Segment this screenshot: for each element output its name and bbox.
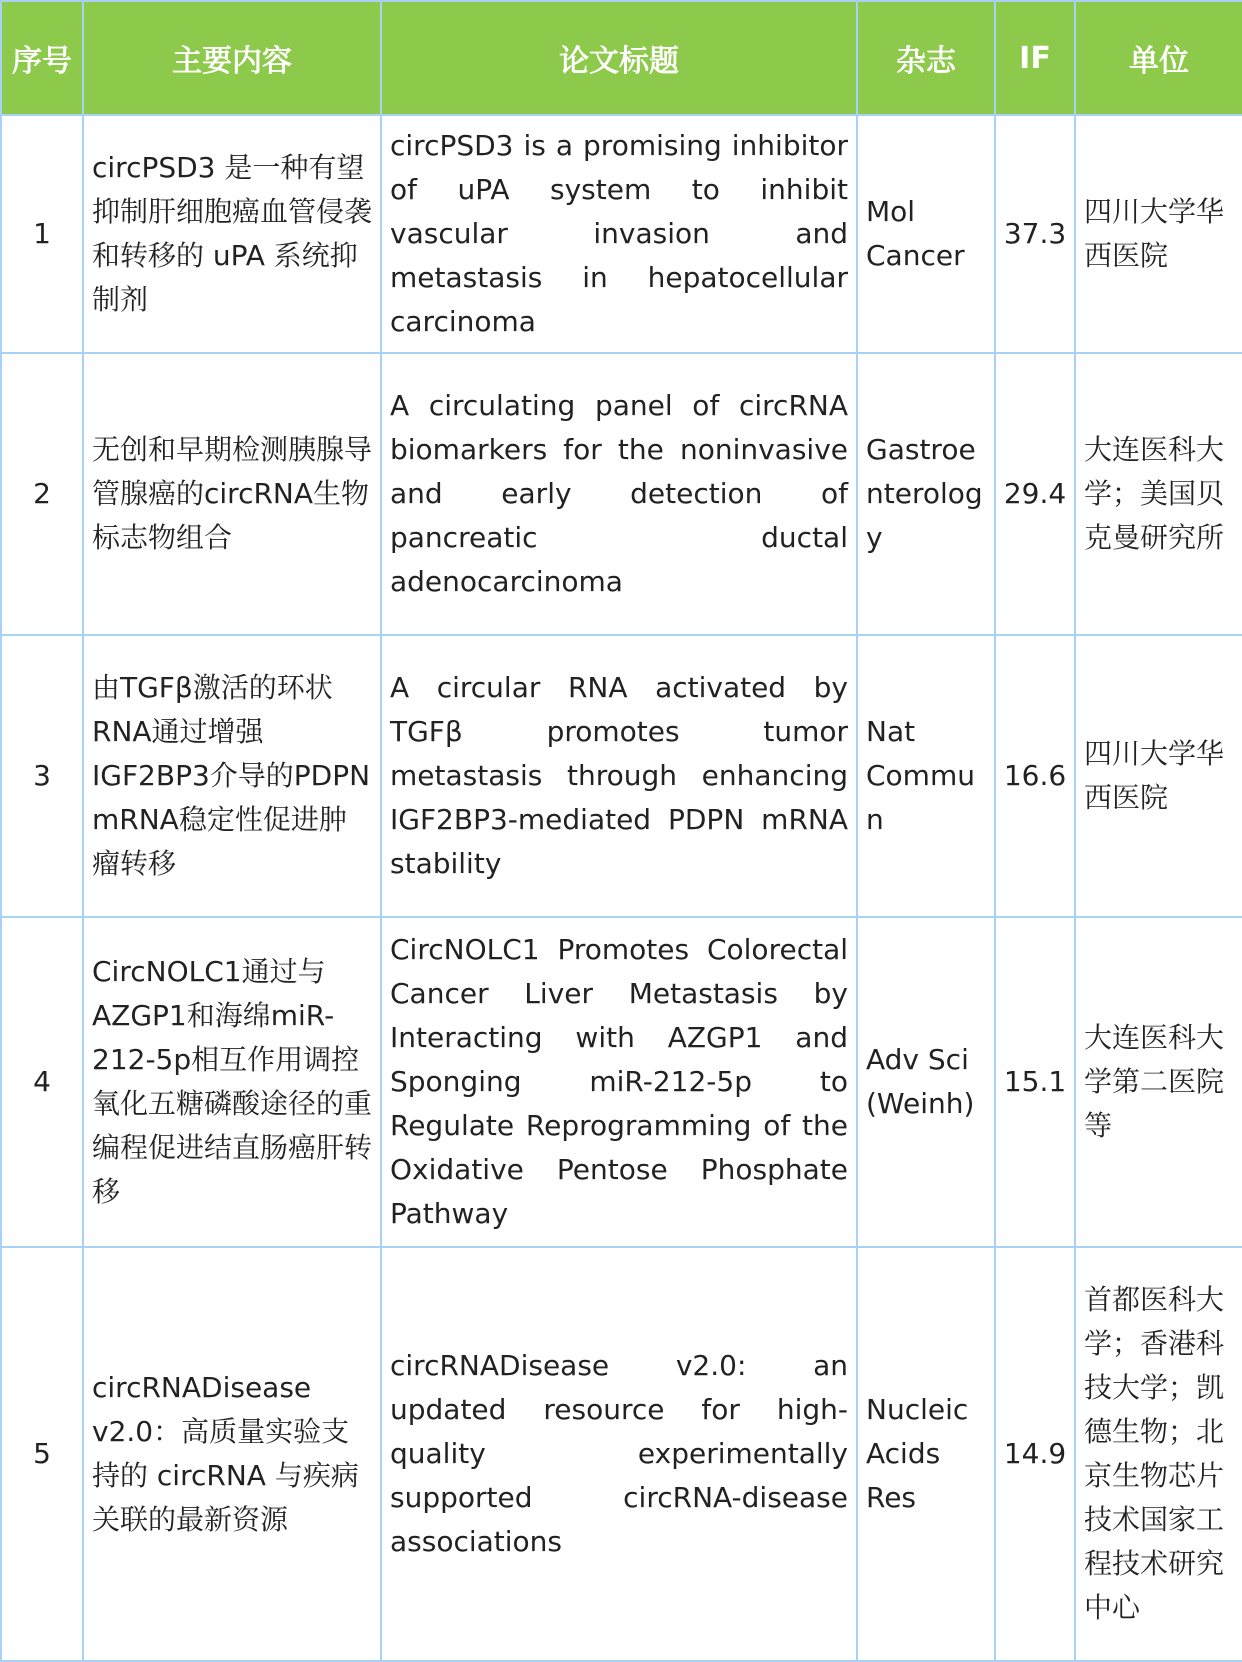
header-unit: 单位 (1075, 1, 1242, 115)
cell-if: 16.6 (995, 635, 1075, 917)
header-if: IF (995, 1, 1075, 115)
header-no: 序号 (1, 1, 83, 115)
cell-unit: 四川大学华西医院 (1075, 635, 1242, 917)
table-row (1, 635, 1242, 917)
cell-unit: 四川大学华西医院 (1075, 115, 1242, 353)
header-summary: 主要内容 (83, 1, 381, 115)
cell-journal: Nucleic Acids Res (857, 1247, 995, 1661)
cell-title: A circulating panel of circRNA biomarkers for the noninvasive and early detection of pancreatic ductal adenocarcinoma (381, 353, 857, 635)
cell-no: 1 (1, 115, 83, 353)
cell-title: A circular RNA activated by TGFβ promotes tumor metastasis through enhancing IGF2BP3-mediated PDPN mRNA stability (381, 635, 857, 917)
cell-no: 3 (1, 635, 83, 917)
cell-no: 4 (1, 917, 83, 1247)
cell-if: 14.9 (995, 1247, 1075, 1661)
header-title: 论文标题 (381, 1, 857, 115)
header-row (1, 1, 1242, 115)
cell-summary: CircNOLC1通过与AZGP1和海绵miR-212-5p相互作用调控氧化五糖磷酸途径的重编程促进结直肠癌肝转移 (83, 917, 381, 1247)
cell-title: circRNADisease v2.0: an updated resource for high-quality experimentally supported circRNA-disease associations (381, 1247, 857, 1661)
cell-journal: Nat Commun (857, 635, 995, 917)
cell-no: 2 (1, 353, 83, 635)
table-row (1, 115, 1242, 353)
cell-summary: circRNADisease v2.0：高质量实验支持的 circRNA 与疾病关联的最新资源 (83, 1247, 381, 1661)
table-row (1, 1247, 1242, 1661)
cell-unit: 大连医科大学第二医院等 (1075, 917, 1242, 1247)
table-row (1, 353, 1242, 635)
cell-no: 5 (1, 1247, 83, 1661)
cell-journal: Gastroenterology (857, 353, 995, 635)
header-journal: 杂志 (857, 1, 995, 115)
cell-unit: 大连医科大学；美国贝克曼研究所 (1075, 353, 1242, 635)
cell-title: CircNOLC1 Promotes Colorectal Cancer Liver Metastasis by Interacting with AZGP1 and Sponging miR-212-5p to Regulate Reprogramming of the Oxidative Pentose Phosphate Pathway (381, 917, 857, 1247)
cell-journal: Mol Cancer (857, 115, 995, 353)
cell-title: circPSD3 is a promising inhibitor of uPA system to inhibit vascular invasion and metastasis in hepatocellular carcinoma (381, 115, 857, 353)
table-header (1, 1, 1242, 115)
table-body (1, 115, 1242, 1661)
cell-unit: 首都医科大学；香港科技大学；凯德生物；北京生物芯片技术国家工程技术研究中心 (1075, 1247, 1242, 1661)
cell-if: 15.1 (995, 917, 1075, 1247)
cell-if: 29.4 (995, 353, 1075, 635)
cell-journal: Adv Sci (Weinh) (857, 917, 995, 1247)
cell-summary: circPSD3 是一种有望抑制肝细胞癌血管侵袭和转移的 uPA 系统抑制剂 (83, 115, 381, 353)
cell-if: 37.3 (995, 115, 1075, 353)
cell-summary: 无创和早期检测胰腺导管腺癌的circRNA生物标志物组合 (83, 353, 381, 635)
cell-summary: 由TGFβ激活的环状RNA通过增强IGF2BP3介导的PDPN mRNA稳定性促进肿瘤转移 (83, 635, 381, 917)
table-row (1, 917, 1242, 1247)
